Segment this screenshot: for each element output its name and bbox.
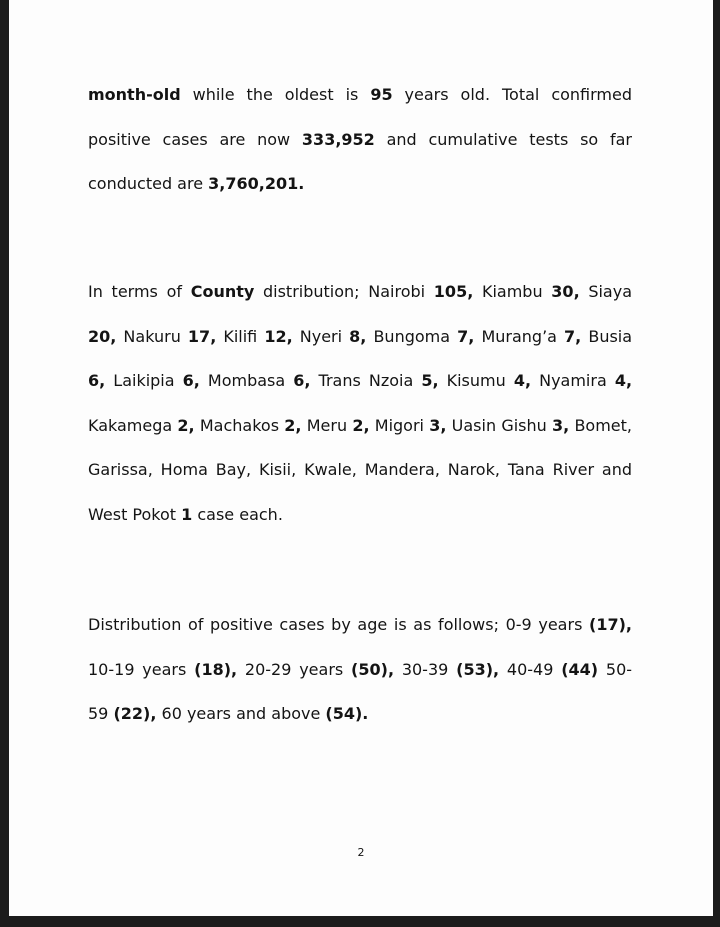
bold-text-run: (54). (325, 704, 369, 723)
text-run: Siaya (579, 282, 633, 301)
bold-text-run: 3,760,201. (208, 174, 305, 193)
text-run: Bomet, (569, 415, 632, 435)
text-run: Kakamega (88, 415, 178, 435)
text-line (88, 73, 632, 118)
bold-text-run: (22), (113, 704, 157, 723)
text-run: Meru (301, 415, 353, 435)
bold-text-run: 6, (182, 371, 200, 390)
text-run: conducted are (88, 174, 209, 193)
text-run: Mombasa (199, 371, 294, 390)
text-run: while the oldest is (180, 85, 371, 104)
text-run: distribution; Nairobi (254, 282, 434, 301)
bold-text-run: 333,952 (301, 129, 375, 149)
text-run: 30-39 (394, 659, 457, 679)
bold-text-run: (53), (456, 659, 500, 679)
bold-text-run: 6, (88, 371, 106, 390)
text-run: 50- (598, 659, 633, 679)
paragraph-county-distribution (88, 270, 632, 537)
bold-text-run: (17), (589, 615, 632, 634)
bold-text-run: (50), (351, 659, 395, 679)
text-line (88, 493, 632, 538)
text-run: Uasin Gishu (446, 415, 552, 435)
bold-text-run: 95 (370, 85, 393, 104)
bold-text-run: 105, (433, 282, 474, 301)
text-run: Garissa, Homa Bay, Kisii, Kwale, Mandera, Narok, Tana River and (88, 460, 632, 479)
text-run: Kilifi (216, 326, 265, 346)
text-run: positive cases are now (88, 129, 302, 149)
bold-text-run: (18), (194, 659, 238, 679)
bold-text-run: 20, (88, 326, 117, 346)
text-run: In terms of (88, 282, 191, 301)
text-run: 60 years and above (156, 704, 326, 723)
text-line (88, 270, 632, 315)
text-run: Nyeri (292, 326, 350, 346)
bold-text-run: 8, (349, 326, 367, 346)
bold-text-run: 30, (551, 282, 580, 301)
bold-text-run: 17, (187, 326, 217, 346)
text-run: Machakos (194, 415, 285, 435)
document-page (9, 0, 713, 916)
text-run: Nakuru (116, 326, 188, 346)
text-run: Distribution of positive cases by age is as follows; 0-9 years (88, 615, 590, 634)
text-line (88, 359, 632, 404)
bold-text-run: 2, (284, 415, 302, 435)
bold-text-run: 4, (513, 371, 532, 390)
bold-text-run: 7, (457, 326, 475, 346)
text-run: 10-19 years (88, 659, 195, 679)
text-run: Trans Nzoia (310, 371, 422, 390)
bold-text-run: 3, (552, 415, 570, 435)
text-line (88, 315, 632, 360)
text-run: Kisumu (438, 371, 514, 390)
text-run: Bungoma (366, 326, 458, 346)
text-run: Kiambu (473, 282, 552, 301)
text-line (88, 648, 632, 693)
paragraph-age-distribution (88, 603, 632, 737)
text-run: Nyamira (531, 371, 615, 390)
text-line (88, 603, 632, 648)
text-run: West Pokot (88, 504, 182, 524)
text-line (88, 692, 632, 737)
text-line (88, 448, 632, 493)
text-run: 59 (88, 704, 114, 723)
bold-text-run: 7, (564, 326, 582, 346)
bold-text-run: (44) (561, 659, 599, 679)
bold-text-run: 1 (181, 504, 193, 524)
paragraph-case-summary (88, 73, 632, 207)
text-line (88, 404, 632, 449)
bold-text-run: month-old (88, 85, 181, 104)
text-run: case each. (192, 504, 283, 524)
bold-text-run: County (190, 282, 255, 301)
text-run: Migori (369, 415, 430, 435)
bold-text-run: 4, (614, 371, 633, 390)
text-line (88, 118, 632, 163)
bold-text-run: 2, (352, 415, 370, 435)
text-run: 40-49 (499, 659, 562, 679)
text-line (88, 162, 632, 207)
text-run: Laikipia (105, 371, 183, 390)
text-run: 20-29 years (237, 659, 352, 679)
bold-text-run: 3, (429, 415, 447, 435)
bold-text-run: 5, (421, 371, 439, 390)
bold-text-run: 12, (264, 326, 293, 346)
text-run: and cumulative tests so far (374, 129, 632, 149)
text-run: Murang’a (474, 326, 565, 346)
text-run: Busia (581, 326, 633, 346)
bold-text-run: 6, (293, 371, 311, 390)
text-run: years old. Total confirmed (392, 85, 632, 104)
bold-text-run: 2, (177, 415, 195, 435)
page-number: 2 (357, 846, 365, 859)
